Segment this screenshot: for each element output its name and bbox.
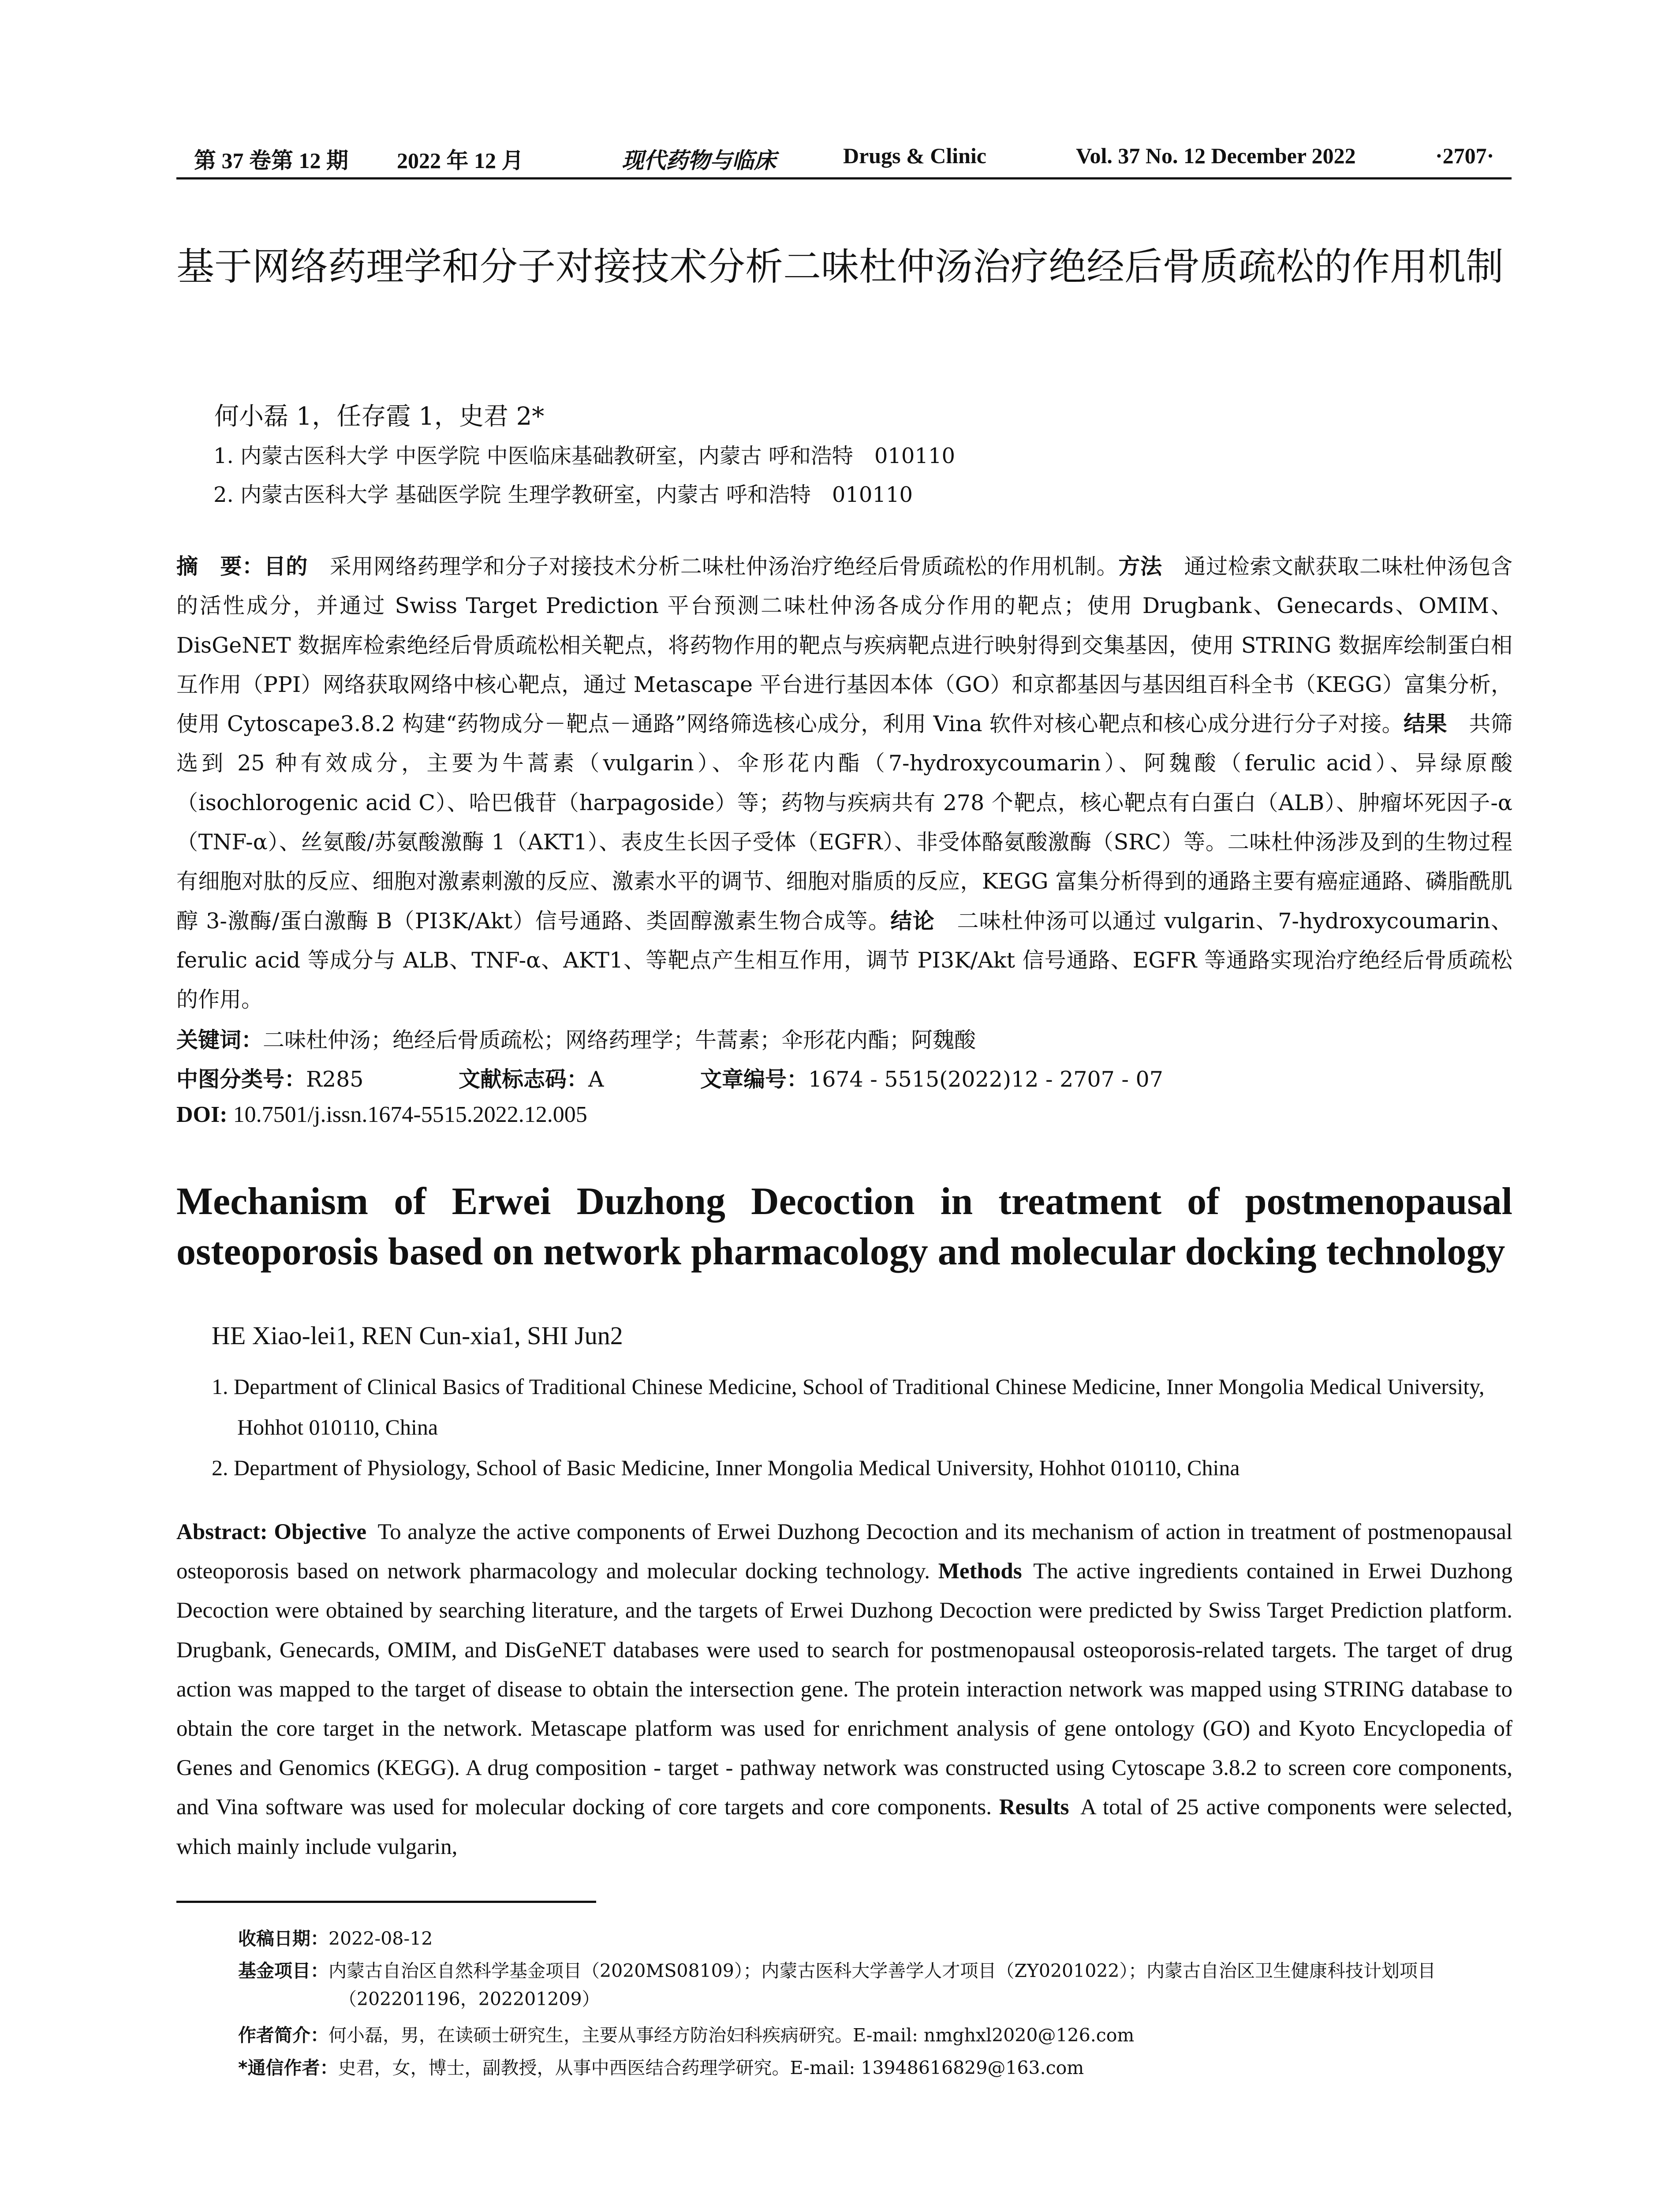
running-header	[176, 140, 1512, 176]
corr-label: *通信作者：	[238, 2057, 338, 2078]
cn-methods-label: 方法	[1118, 554, 1162, 579]
cn-keywords	[176, 1023, 976, 1054]
footnote-fund	[238, 1957, 1499, 2013]
en-affiliation-2: 2. Department of Physiology, School of Basic Medicine, Inner Mongolia Medical University, Hohhot 010110, China	[212, 1455, 1240, 1480]
cn-objective-text: 采用网络药理学和分子对接技术分析二味杜仲汤治疗绝经后骨质疏松的作用机制。	[329, 554, 1119, 579]
cn-methods-text: 通过检索文献获取二味杜仲汤包含的活性成分，并通过 Swiss Target Prediction 平台预测二味杜仲汤各成分作用的靶点；使用 Drugbank、Genecards、OMIM、DisGeNET 数据库检索绝经后骨质疏松相关靶点，将药物作用的靶点与疾病靶点进行映射得到交集基因，使用 STRING 数据库绘制蛋白相互作用（PPI）网络获取网络中核心靶点，通过 Metascape 平台进行基因本体（GO）和京都基因与基因组百科全书（KEGG）富集分析，使用 Cytoscape3.8.2 构建“药物成分－靶点－通路”网络筛选核心成分，利用 Vina 软件对核心靶点和核心成分进行分子对接。	[176, 554, 1512, 737]
footnote-author	[238, 2021, 1134, 2049]
cn-results-label: 结果	[1404, 711, 1448, 737]
cn-article-label: 文章编号：	[700, 1067, 809, 1092]
cn-abstract	[176, 547, 1512, 1020]
cn-classification	[176, 1062, 363, 1093]
header-journal-en: Drugs & Clinic	[843, 143, 986, 168]
header-volume-cn: 第 37 卷第 12 期	[194, 148, 348, 173]
cn-doccode-text: A	[588, 1067, 604, 1092]
cn-doi-label: DOI:	[176, 1102, 228, 1127]
cn-affiliation-1: 1. 内蒙古医科大学 中医学院 中医临床基础教研室，内蒙古 呼和浩特 010110	[213, 444, 956, 468]
cn-conclusion-label: 结论	[890, 908, 935, 934]
received-label: 收稿日期：	[238, 1928, 329, 1949]
footnote-received	[238, 1925, 433, 1953]
cn-doccode-label: 文献标志码：	[459, 1067, 589, 1092]
cn-results-text: 共筛选到 25 种有效成分，主要为牛蒿素（vulgarin）、伞形花内酯（7-hydroxycoumarin）、阿魏酸（ferulic acid）、异绿原酸（isochlorogenic acid C）、哈巴俄苷（harpagoside）等；药物与疾病共有 278 个靶点，核心靶点有白蛋白（ALB）、肿瘤坏死因子-α（TNF-α）、丝氨酸/苏氨酸激酶 1（AKT1）、表皮生长因子受体（EGFR）、非受体酪氨酸激酶（SRC）等。二味杜仲汤涉及到的生物过程有细胞对肽的反应、细胞对激素刺激的反应、激素水平的调节、细胞对脂质的反应，KEGG 富集分析得到的通路主要有癌症通路、磷脂酰肌醇 3-激酶/蛋白激酶 B（PI3K/Akt）信号通路、类固醇激素生物合成等。	[176, 711, 1512, 934]
fund-label: 基金项目：	[238, 1960, 329, 1981]
cn-abstract-label: 摘 要：	[176, 554, 264, 579]
cn-title: 基于网络药理学和分子对接技术分析二味杜仲汤治疗绝经后骨质疏松的作用机制	[176, 245, 1504, 289]
en-objective-text: To analyze the active components of Erwei Duzhong Decoction and its mechanism of action in treatment of postmenopausal osteoporosis based on network pharmacology and molecular docking technology.	[176, 1520, 1512, 1584]
fund-text: 内蒙古自治区自然科学基金项目（2020MS08109）；内蒙古医科大学善学人才项目（ZY0201022）；内蒙古自治区卫生健康科技计划项目（202201196，202201209）	[329, 1960, 1436, 2010]
en-authors: HE Xiao-lei1, REN Cun-xia1, SHI Jun2	[212, 1321, 623, 1350]
cn-article-text: 1674 - 5515(2022)12 - 2707 - 07	[808, 1067, 1163, 1092]
cn-doccode	[459, 1062, 604, 1093]
header-rule	[176, 177, 1512, 179]
header-date-cn: 2022 年 12 月	[397, 148, 524, 173]
header-volume-en: Vol. 37 No. 12 December 2022	[1076, 143, 1356, 168]
en-results-text: A total of 25 active components were selected, which mainly include vulgarin,	[176, 1795, 1512, 1859]
en-methods-label: Methods	[938, 1559, 1022, 1584]
author-text: 何小磊，男，在读硕士研究生，主要从事经方防治妇科疾病研究。E-mail: nmghxl2020@126.com	[329, 2025, 1135, 2046]
author-label: 作者简介：	[238, 2025, 329, 2046]
en-results-label: Results	[999, 1795, 1069, 1820]
cn-article-number	[700, 1062, 1163, 1093]
header-journal-cn: 现代药物与临床	[622, 148, 776, 173]
cn-authors: 何小磊 1，任存霞 1，史君 2*	[214, 402, 545, 431]
cn-keywords-label: 关键词：	[176, 1028, 263, 1053]
en-title: Mechanism of Erwei Duzhong Decoction in treatment of postmenopausal osteoporosis based on network pharmacology and molecular docking technology	[176, 1180, 1512, 1273]
header-page: ·2707·	[1435, 143, 1494, 168]
en-methods-text: The active ingredients contained in Erwei Duzhong Decoction were obtained by searching literature, and the targets of Erwei Duzhong Decoction were predicted by Swiss Target Prediction platform. Drugbank, Genecards, OMIM, and DisGeNET databases were used to search for postmenopausal osteoporosis-related targets. The target of drug action was mapped to the target of disease to obtain the intersection gene. The protein interaction network was mapped using STRING database to obtain the core target in the network. Metascape platform was used for enrichment analysis of gene ontology (GO) and Kyoto Encyclopedia of Genes and Genomics (KEGG). A drug composition - target - pathway network was constructed using Cytoscape 3.8.2 to screen core components, and Vina software was used for molecular docking of core targets and core components.	[176, 1559, 1512, 1820]
en-affiliations	[212, 1366, 1517, 1488]
footnote-corresponding	[238, 2054, 1084, 2082]
cn-affiliation-2: 2. 内蒙古医科大学 基础医学院 生理学教研室，内蒙古 呼和浩特 010110	[213, 482, 913, 507]
en-abstract	[176, 1513, 1512, 1867]
corr-text: 史君，女，博士，副教授，从事中西医结合药理学研究。E-mail: 13948616829@163.com	[338, 2057, 1084, 2078]
en-abstract-label: Abstract: Objective	[176, 1520, 366, 1544]
cn-objective-label: 目的	[264, 554, 308, 579]
cn-clc-label: 中图分类号：	[176, 1067, 306, 1092]
cn-keywords-text: 二味杜仲汤；绝经后骨质疏松；网络药理学；牛蒿素；伞形花内酯；阿魏酸	[263, 1028, 976, 1053]
cn-doi-text: 10.7501/j.issn.1674-5515.2022.12.005	[233, 1102, 587, 1127]
en-affiliation-1: 1. Department of Clinical Basics of Traditional Chinese Medicine, School of Traditional Chinese Medicine, Inner Mongolia Medical University, Hohhot 010110, China	[212, 1374, 1485, 1439]
cn-clc-text: R285	[306, 1067, 364, 1092]
received-text: 2022-08-12	[329, 1928, 433, 1949]
footnote-rule	[176, 1901, 596, 1903]
cn-doi	[176, 1102, 587, 1128]
cn-conclusion-text: 二味杜仲汤可以通过 vulgarin、7-hydroxycoumarin、ferulic acid 等成分与 ALB、TNF-α、AKT1、等靶点产生相互作用，调节 PI3K/Akt 信号通路、EGFR 等通路实现治疗绝经后骨质疏松的作用。	[176, 908, 1512, 1013]
